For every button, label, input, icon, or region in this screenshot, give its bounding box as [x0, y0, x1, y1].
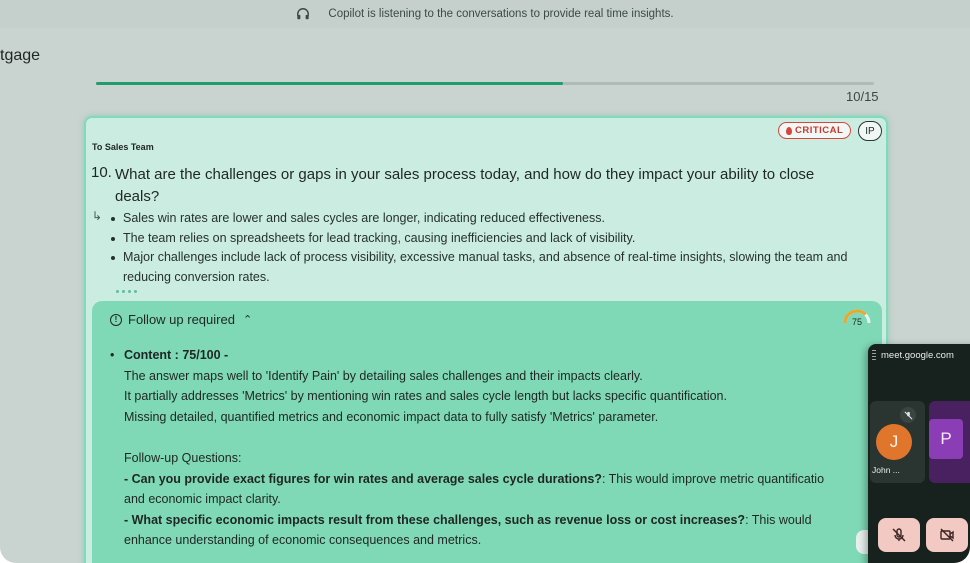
followup-body: • Content : 75/100 - The answer maps well to 'Identify Pain' by detailing sales challenges and their impacts clearly. It partially addresses 'Metrics' by mentioning win rates and sales cycle length but lacks specific quantification. Missing detailed, quantified metrics and economic impact data to fully satisfy 'Metrics' parameter. Follow-up Questions: - Can you provide exact figures for win rates and average sales cycle durations?: This would improve metric quantificatio and economic impact clarity. - What specific economic impacts result from these challenges, such as revenue loss or cost increases?: This would enhance understanding of economic consequences and metrics. [110, 345, 870, 551]
progress-count: 10/15 [846, 89, 879, 104]
avatar: J [876, 424, 912, 460]
answer-list [109, 209, 879, 287]
participant-name: John ... [872, 465, 900, 475]
critical-badge [778, 122, 851, 139]
meet-pip-window[interactable] [868, 344, 970, 563]
score-value: 75 [851, 317, 862, 327]
content-line: The answer maps well to 'Identify Pain' by detailing sales challenges and their impacts clearly. [124, 368, 643, 383]
meet-url: meet.google.com [881, 349, 954, 361]
meet-titlebar[interactable] [868, 344, 970, 366]
recipient-label: To Sales Team [92, 142, 154, 152]
content-line: It partially addresses 'Metrics' by mentioning win rates and sales cycle length but lacks specific quantification. [124, 389, 727, 403]
progress-fill [96, 82, 563, 85]
followup-questions-label: Follow-up Questions: [124, 451, 242, 465]
question-text: What are the challenges or gaps in your sales process today, and how do they impact your ability to close deals? [115, 166, 815, 205]
drag-handle-icon[interactable] [872, 350, 876, 360]
question-card [84, 116, 888, 563]
avatar: P [929, 419, 963, 459]
followup-question: - What specific economic impacts result from these challenges, such as revenue loss or cost increases?: This would [124, 512, 812, 527]
answer-item: Sales win rates are lower and sales cycles are longer, indicating reduced effectiveness. [109, 209, 879, 229]
participant-tile[interactable] [929, 401, 970, 483]
copilot-banner [0, 0, 970, 28]
answer-item: Major challenges include lack of process visibility, excessive manual tasks, and absence of real-time insights, slowing the team and reducing conversion rates. [109, 248, 879, 287]
content-score: Content : 75/100 - [124, 348, 229, 362]
banner-text: Copilot is listening to the conversations to provide real time insights. [328, 8, 674, 20]
followup-question: - Can you provide exact figures for win rates and average sales cycle durations?: This would improve metric quantificatio [124, 471, 825, 486]
chevron-up-icon: ⌃ [242, 314, 253, 326]
flame-icon [786, 127, 792, 135]
critical-label: CRITICAL [795, 125, 844, 136]
headphones-icon [296, 7, 310, 21]
mic-off-icon [891, 527, 907, 543]
page-title: tgage [0, 47, 41, 64]
score-gauge [842, 305, 872, 329]
typing-dots-icon [116, 290, 137, 293]
content-line: Missing detailed, quantified metrics and economic impact data to fully satisfy 'Metrics' parameter. [124, 409, 659, 424]
followup-panel [92, 301, 882, 563]
mic-toggle-button[interactable] [878, 518, 920, 552]
participant-tile[interactable] [870, 401, 925, 483]
followup-header: Follow up required [128, 312, 235, 327]
mic-off-icon [900, 407, 916, 423]
followup-question-cont: enhance understanding of economic consequences and metrics. [124, 533, 482, 547]
alert-circle-icon: ! [110, 314, 122, 326]
question-number: 10. [91, 164, 112, 181]
camera-off-icon [939, 527, 955, 543]
followup-toggle[interactable] [110, 312, 252, 327]
reply-arrow-icon: ↳ [92, 209, 103, 223]
progress-bar [96, 82, 874, 85]
owner-badge[interactable]: IP [858, 121, 882, 141]
camera-toggle-button[interactable] [926, 518, 968, 552]
answer-item: The team relies on spreadsheets for lead tracking, causing inefficiencies and lack of visibility. [109, 229, 879, 249]
followup-question-cont: and economic impact clarity. [124, 492, 281, 506]
